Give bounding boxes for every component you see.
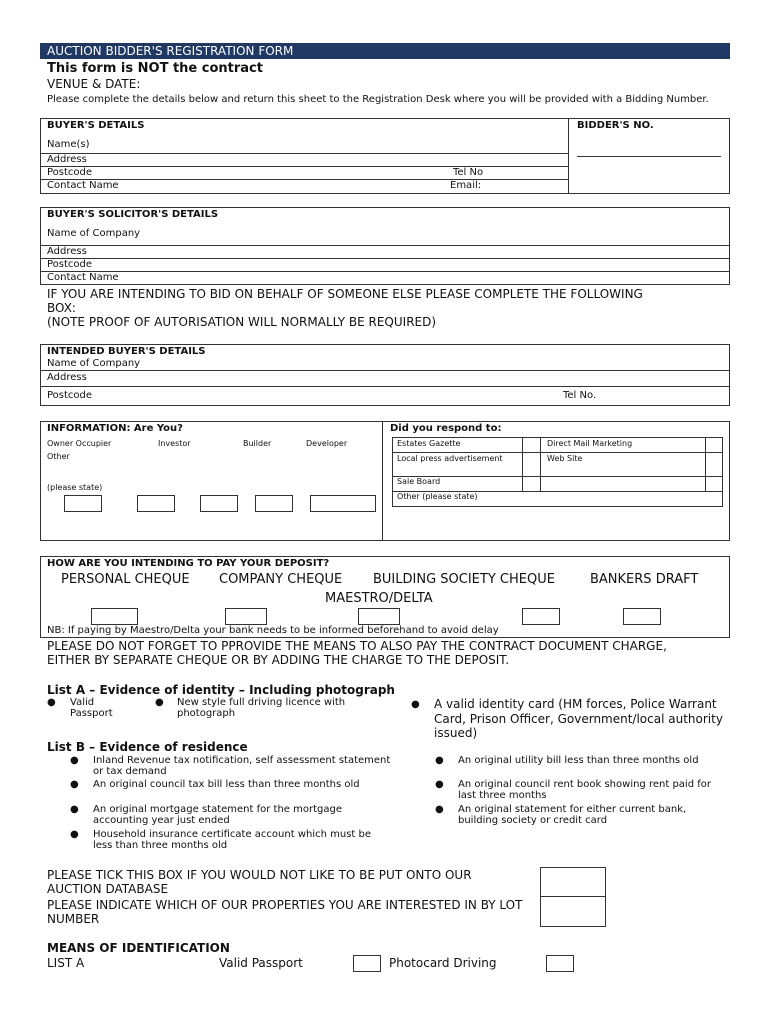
form-title: AUCTION BIDDER'S REGISTRATION FORM [47, 44, 294, 58]
means-of-id-title: MEANS OF IDENTIFICATION [47, 941, 230, 955]
estates-gazette-checkbox[interactable] [523, 438, 540, 452]
direct-mail-label: Direct Mail Marketing [547, 439, 633, 448]
list-b-item: An original utility bill less than three months old [458, 755, 699, 766]
list-b-item: An original council tax bill less than three months old [93, 779, 360, 790]
company-cheque-checkbox[interactable] [225, 608, 267, 625]
valid-passport-label: Valid Passport [219, 956, 303, 970]
solicitor-contact-label: Contact Name [47, 272, 119, 283]
behalf-notice-cont: BOX: [47, 301, 76, 315]
maestro-delta-checkbox[interactable] [522, 608, 560, 625]
estates-gazette-label: Estates Gazette [397, 439, 461, 448]
buyer-address-label: Address [47, 154, 87, 165]
buyer-details-title: BUYER'S DETAILS [47, 120, 145, 131]
sale-board-checkbox[interactable] [523, 477, 540, 491]
buyer-names-label: Name(s) [47, 139, 90, 150]
photocard-driving-checkbox[interactable] [546, 955, 574, 972]
developer-checkbox[interactable] [255, 495, 293, 512]
intended-tel-label: Tel No. [563, 390, 597, 401]
deposit-title: HOW ARE YOU INTENDING TO PAY YOUR DEPOSIT? [47, 558, 330, 569]
buyer-postcode-label: Postcode [47, 167, 93, 178]
bullet: ● [155, 697, 164, 708]
maestro-delta-label: MAESTRO/DELTA [325, 591, 433, 606]
instructions-text: Please complete the details below and return this sheet to the Registration Desk where you will be provided with a Bidding Number. [47, 94, 709, 105]
document-charge-reminder-cont: EITHER BY SEPARATE CHEQUE OR BY ADDING THE CHARGE TO THE DEPOSIT. [47, 653, 510, 667]
list-b-item: Inland Revenue tax notification, self assessment statement or tax demand [93, 755, 391, 777]
solicitor-details-title: BUYER'S SOLICITOR'S DETAILS [47, 209, 219, 220]
lot-number-text: PLEASE INDICATE WHICH OF OUR PROPERTIES YOU ARE INTERESTED IN BY LOT NUMBER [47, 898, 523, 926]
database-optout-text: PLEASE TICK THIS BOX IF YOU WOULD NOT LIKE TO BE PUT ONTO OUR AUCTION DATABASE [47, 868, 472, 896]
bullet: ● [70, 804, 79, 815]
valid-passport-checkbox[interactable] [353, 955, 381, 972]
maestro-note: NB: If paying by Maestro/Delta your bank needs to be informed beforehand to avoid delay [47, 625, 499, 636]
information-title: INFORMATION: Are You? [47, 423, 183, 434]
web-site-checkbox[interactable] [706, 453, 722, 476]
building-society-cheque-label: BUILDING SOCIETY CHEQUE [373, 572, 555, 587]
authorisation-note: (NOTE PROOF OF AUTORISATION WILL NORMALLY BE REQUIRED) [47, 315, 437, 329]
list-a-label: LIST A [47, 956, 85, 970]
solicitor-address-label: Address [47, 246, 87, 257]
sale-board-label: Sale Board [397, 477, 441, 486]
company-cheque-label: COMPANY CHEQUE [219, 572, 343, 587]
respond-other-label: Other (please state) [397, 492, 478, 501]
venue-date-label: VENUE & DATE: [47, 77, 141, 91]
respond-title: Did you respond to: [390, 423, 502, 434]
owner-occupier-checkbox[interactable] [64, 495, 102, 512]
intended-company-label: Name of Company [47, 358, 141, 369]
lot-number-field[interactable] [540, 896, 606, 927]
not-contract-notice: This form is NOT the contract [47, 61, 263, 76]
personal-cheque-checkbox[interactable] [91, 608, 138, 625]
intended-buyer-title: INTENDED BUYER'S DETAILS [47, 346, 206, 357]
bullet: ● [411, 699, 420, 710]
bullet: ● [47, 697, 56, 708]
investor-label: Investor [158, 439, 191, 448]
other-checkbox[interactable] [310, 495, 376, 512]
database-optout-checkbox[interactable] [540, 867, 606, 897]
direct-mail-checkbox[interactable] [706, 438, 722, 452]
behalf-notice: IF YOU ARE INTENDING TO BID ON BEHALF OF SOMEONE ELSE PLEASE COMPLETE THE FOLLOWING [47, 287, 643, 301]
list-b-item: An original mortgage statement for the mortgage accounting year just ended [93, 804, 343, 826]
bankers-draft-label: BANKERS DRAFT [590, 572, 699, 587]
local-press-label: Local press advertisement [397, 454, 503, 463]
intended-postcode-label: Postcode [47, 390, 93, 401]
builder-label: Builder [243, 439, 272, 448]
other-label: Other [47, 452, 70, 461]
list-b-item: An original council rent book showing rent paid for last three months [458, 779, 711, 801]
bullet: ● [435, 804, 444, 815]
list-a-driving-licence: New style full driving licence with photograph [177, 697, 346, 719]
list-a-title: List A – Evidence of identity – Including photograph [47, 683, 395, 697]
developer-label: Developer [306, 439, 348, 448]
investor-checkbox[interactable] [137, 495, 175, 512]
bidder-number-field[interactable] [577, 156, 721, 157]
bullet: ● [70, 755, 79, 766]
solicitor-postcode-label: Postcode [47, 259, 93, 270]
document-charge-reminder: PLEASE DO NOT FORGET TO PPROVIDE THE MEANS TO ALSO PAY THE CONTRACT DOCUMENT CHARGE, [47, 639, 667, 653]
list-b-title: List B – Evidence of residence [47, 740, 248, 754]
building-society-cheque-checkbox[interactable] [358, 608, 400, 625]
please-state-label: (please state) [47, 483, 103, 492]
owner-occupier-label: Owner Occupier [47, 439, 112, 448]
bankers-draft-checkbox[interactable] [623, 608, 661, 625]
personal-cheque-label: PERSONAL CHEQUE [61, 572, 190, 587]
buyer-contact-label: Contact Name [47, 180, 119, 191]
web-site-label: Web Site [547, 454, 583, 463]
local-press-checkbox[interactable] [523, 453, 540, 476]
buyer-tel-label: Tel No [453, 167, 484, 178]
bullet: ● [435, 755, 444, 766]
solicitor-company-label: Name of Company [47, 228, 141, 239]
bidder-number-label: BIDDER'S NO. [577, 120, 654, 131]
list-b-item: An original statement for either current bank, building society or credit card [458, 804, 687, 826]
bullet: ● [70, 779, 79, 790]
builder-checkbox[interactable] [200, 495, 238, 512]
list-b-item: Household insurance certificate account which must be less than three months old [93, 829, 372, 851]
bullet: ● [70, 829, 79, 840]
photocard-driving-label: Photocard Driving [389, 956, 497, 970]
list-a-identity-card: A valid identity card (HM forces, Police Warrant Card, Prison Officer, Government/local authority issued) [434, 697, 723, 740]
intended-address-label: Address [47, 372, 87, 383]
buyer-email-label: Email: [450, 180, 482, 191]
list-a-passport: Valid Passport [70, 697, 113, 719]
bullet: ● [435, 779, 444, 790]
